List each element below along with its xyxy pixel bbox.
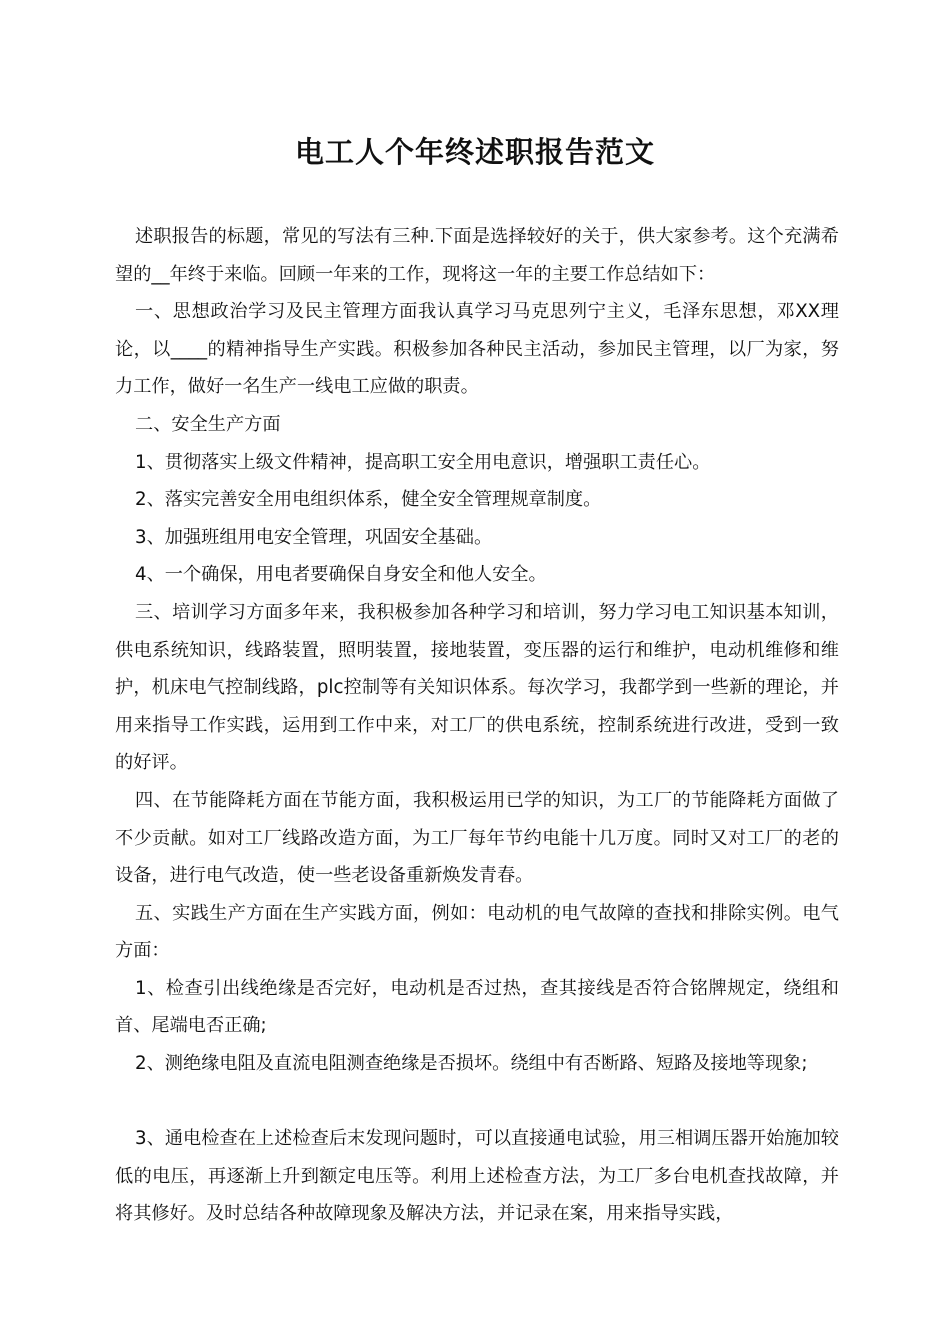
paragraph-safety-item-2: 2、落实完善安全用电组织体系，健全安全管理规章制度。 xyxy=(135,489,602,511)
paragraph-check-item-1: 1、检查引出线绝缘是否完好，电动机是否过热，查其接线是否符合铭牌规定，绕组和首、尾端电否正确; xyxy=(115,977,839,1037)
paragraph-safety-item-1: 1、贯彻落实上级文件精神，提高职工安全用电意识，增强职工责任心。 xyxy=(135,451,711,473)
paragraph-check-item-2: 2、测绝缘电阻及直流电阻测查绝缘是否损坏。绕组中有否断路、短路及接地等现象; xyxy=(135,1053,808,1075)
paragraph-section-3: 三、培训学习方面多年来，我积极参加各种学习和培训，努力学习电工知识基本知训，供电系统知识，线路装置，照明装置，接地装置，变压器的运行和维护，电动机维修和维护，机床电气控制线路，plc控制等有关知识体系。每次学习，我都学到一些新的理论，并用来指导工作实践，运用到工作中来，对工厂的供电系统，控制系统进行改进，受到一致的好评。 xyxy=(115,601,839,774)
paragraph-section-4: 四、在节能降耗方面在节能方面，我积极运用已学的知识，为工厂的节能降耗方面做了不少贡献。如对工厂线路改造方面，为工厂每年节约电能十几万度。同时又对工厂的老的设备，进行电气改造，使一些老设备重新焕发青春。 xyxy=(115,789,839,887)
paragraph-check-item-3: 3、通电检查在上述检查后末发现问题时，可以直接通电试验，用三相调压器开始施加较低的电压，再逐渐上升到额定电压等。利用上述检查方法，为工厂多台电机查找故障，并将其修好。及时总结各种故障现象及解决方法，并记录在案，用来指导实践， xyxy=(115,1128,839,1225)
document-body xyxy=(115,218,839,1233)
paragraph-intro: 述职报告的标题，常见的写法有三种.下面是选择较好的关于，供大家参考。这个充满希望的__年终于来临。回顾一年来的工作，现将这一年的主要工作总结如下： xyxy=(115,226,839,285)
paragraph-section-2-heading: 二、安全生产方面 xyxy=(135,413,281,435)
document-title: 电工人个年终述职报告范文 xyxy=(294,135,655,169)
paragraph-section-5: 五、实践生产方面在生产实践方面，例如：电动机的电气故障的查找和排除实例。电气方面： xyxy=(115,902,839,962)
paragraph-safety-item-4: 4、一个确保，用电者要确保自身安全和他人安全。 xyxy=(135,564,547,586)
paragraph-section-1: 一、思想政治学习及民主管理方面我认真学习马克思列宁主义，毛泽东思想，邓XX理论，以____的精神指导生产实践。积极参加各种民主活动，参加民主管理，以厂为家，努力工作，做好一名生产一线电工应做的职责。 xyxy=(115,301,839,398)
paragraph-gap xyxy=(115,1083,839,1121)
paragraph-safety-item-3: 3、加强班组用电安全管理，巩固安全基础。 xyxy=(135,526,493,548)
